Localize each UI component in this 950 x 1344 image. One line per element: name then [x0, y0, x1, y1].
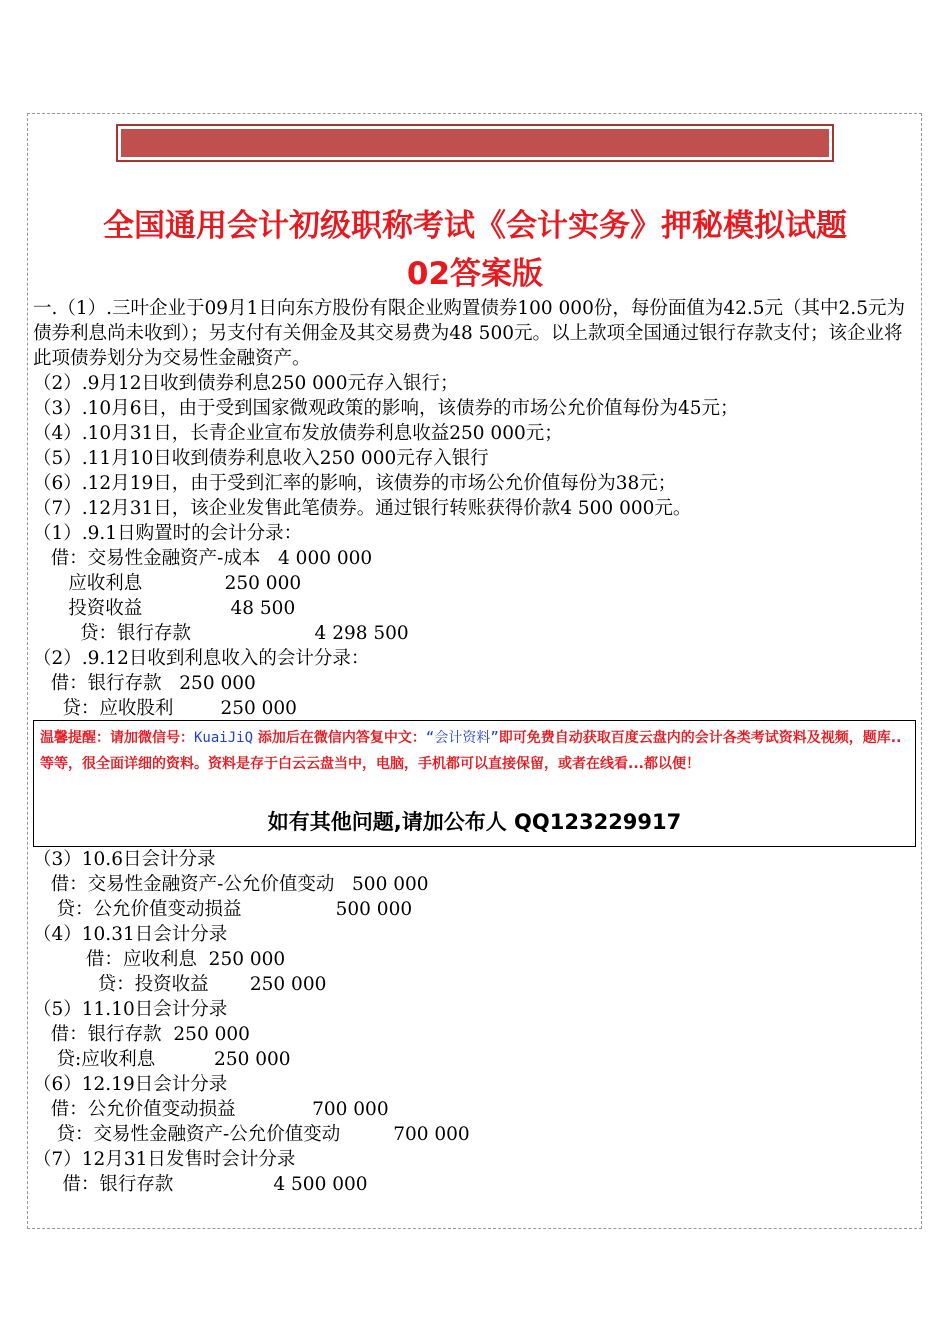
question-item: （4）.10月31日，长青企业宣布发放债券利息收益250 000元； — [33, 423, 563, 444]
answer-line: 借：公允价值变动损益 700 000 — [33, 1099, 389, 1120]
question-section — [33, 296, 913, 721]
answer-line: 贷:应收利息 250 000 — [33, 1049, 291, 1070]
answer-line: （1）.9.1日购置时的会计分录： — [33, 523, 303, 544]
answer-line: 借：银行存款 4 500 000 — [33, 1174, 368, 1195]
question-item: （7）.12月31日，该企业发售此笔债券。通过银行转账获得价款4 500 000元。 — [33, 498, 692, 519]
answer-line: （2）.9.12日收到利息收入的会计分录： — [33, 648, 370, 669]
promo-prefix: 温馨提醒：请加微信号： — [40, 730, 194, 746]
answer-line: 应收利息 250 000 — [33, 573, 302, 594]
answer-line: 借：交易性金融资产-成本 4 000 000 — [33, 548, 373, 569]
promo-suffix: 即可免费自动获取百度云盘内的会计各类考试资料及视频，题库..等等，很全面详细的资料。资料是存于白云云盘当中，电脑，手机都可以直接保留，或者在线看...都以便！ — [40, 730, 902, 772]
answer-line: 借：应收利息 250 000 — [33, 949, 286, 970]
answer-line: 投资收益 48 500 — [33, 598, 296, 619]
answer-line: 贷：银行存款 4 298 500 — [33, 623, 409, 644]
header-banner — [116, 124, 834, 162]
answer-line: 借：交易性金融资产-公允价值变动 500 000 — [33, 874, 429, 895]
answer-line: （7）12月31日发售时会计分录 — [33, 1149, 296, 1170]
answer-line: （6）12.19日会计分录 — [33, 1074, 228, 1095]
answer-line: （4）10.31日会计分录 — [33, 924, 228, 945]
promo-wechat-id: KuaiJiQ — [194, 730, 254, 746]
promo-keyword: “会计资料” — [425, 730, 499, 746]
answer-line: 贷：应收股利 250 000 — [33, 698, 297, 719]
answer-line: 借：银行存款 250 000 — [33, 1024, 250, 1045]
header-banner-fill — [121, 129, 829, 157]
document-title-line2: 02答案版 — [406, 256, 544, 292]
question-item: （2）.9月12日收到债券利息250 000元存入银行； — [33, 373, 459, 394]
promo-contact: 如有其他问题,请加公布人 QQ123229917 — [267, 810, 682, 834]
promo-text — [40, 725, 909, 777]
promo-middle: 添加后在微信内答复中文： — [253, 730, 426, 746]
answer-line: 贷：投资收益 250 000 — [33, 974, 327, 995]
question-item: （3）.10月6日，由于受到国家微观政策的影响，该债券的市场公允价值每份为45元； — [33, 398, 739, 419]
answer-line: 贷：公允价值变动损益 500 000 — [33, 899, 413, 920]
answer-line: （3）10.6日会计分录 — [33, 849, 216, 870]
answer-line: 借：银行存款 250 000 — [33, 673, 256, 694]
question-item: （5）.11月10日收到债券利息收入250 000元存入银行 — [33, 448, 489, 469]
question-intro: 一.（1）.三叶企业于09月1日向东方股份有限企业购置债券100 000份，每份面值为42.5元（其中2.5元为债券利息尚未收到）；另支付有关佣金及其交易费为48 500元。以上款项全国通过银行存款支付；该企业将此项债券划分为交易性金融资产。 — [33, 298, 905, 369]
question-item: （6）.12月19日，由于受到汇率的影响，该债券的市场公允价值每份为38元； — [33, 473, 677, 494]
answer-line: （5）11.10日会计分录 — [33, 999, 228, 1020]
answer-section-2 — [33, 847, 913, 1197]
document-title-line1: 全国通用会计初级职称考试《会计实务》押秘模拟试题 — [103, 208, 847, 244]
promo-box — [33, 720, 916, 847]
answer-line: 贷：交易性金融资产-公允价值变动 700 000 — [33, 1124, 470, 1145]
